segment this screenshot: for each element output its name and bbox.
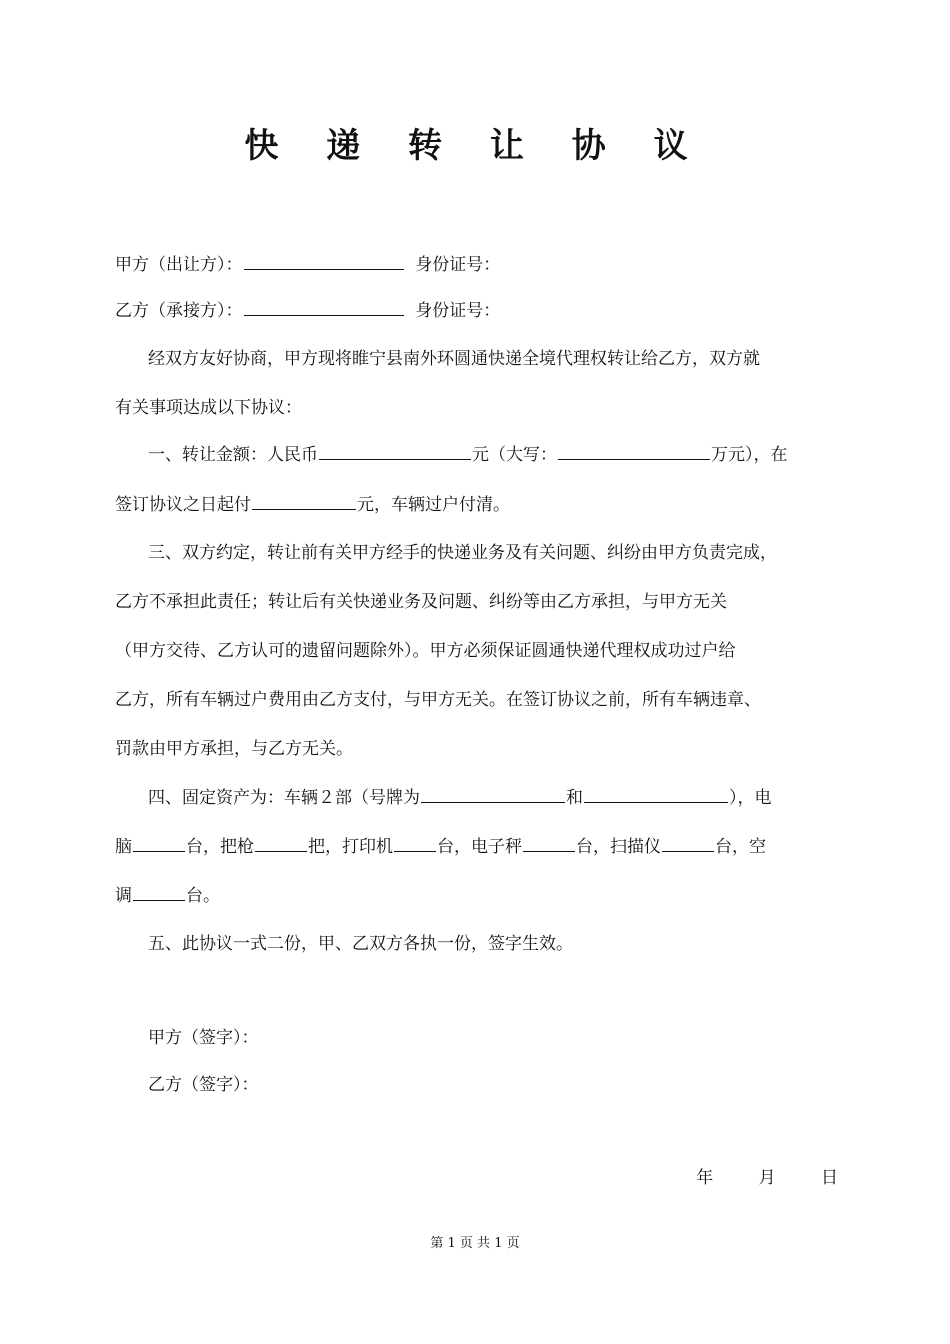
intro-line-2: 有关事项达成以下协议： xyxy=(115,398,302,418)
party-b-signature: 乙方（签字）： xyxy=(148,1075,259,1095)
signing-date xyxy=(696,1166,838,1190)
ac-count-blank[interactable] xyxy=(133,884,185,901)
ac-unit-label: 台。 xyxy=(186,886,220,906)
ac-label: 台，空 xyxy=(715,837,766,857)
printer-label: 把，打印机 xyxy=(308,837,393,857)
party-a-id-label: 身份证号： xyxy=(415,255,501,275)
clause1-amount-label: 一、转让金额：人民币 xyxy=(148,445,318,465)
plate-2-blank[interactable] xyxy=(584,786,728,803)
party-b-label: 乙方（承接方）： xyxy=(115,301,243,321)
clause4-vehicles-label: 四、固定资产为：车辆２部（号牌为 xyxy=(148,788,420,808)
clause3-line-5: 罚款由甲方承担，与乙方无关。 xyxy=(115,739,353,759)
document-title: 快 递 转 让 协 议 xyxy=(244,126,706,166)
clause1-payment-suffix: 元，车辆过户付清。 xyxy=(357,495,510,515)
party-a-name-blank[interactable] xyxy=(244,253,404,270)
plate-1-blank[interactable] xyxy=(421,786,565,803)
clause1-line-1 xyxy=(148,443,873,467)
clause4-line-2 xyxy=(115,835,840,859)
clause5-line: 五、此协议一式二份，甲、乙双方各执一份，签字生效。 xyxy=(148,934,573,954)
clause3-line-2: 乙方不承担此责任；转让后有关快递业务及问题、纠纷等由乙方承担，与甲方无关 xyxy=(115,592,727,612)
scale-label: 台，电子秤 xyxy=(437,837,522,857)
clause4-suffix: ），电 xyxy=(729,788,772,808)
clause1-unit-label: 万元），在 xyxy=(711,445,788,465)
party-a-line xyxy=(115,253,840,277)
scanner-count-blank[interactable] xyxy=(662,835,714,852)
party-b-id-label: 身份证号： xyxy=(415,301,501,321)
party-b-name-blank[interactable] xyxy=(244,299,404,316)
party-a-label: 甲方（出让方）： xyxy=(115,255,243,275)
intro-line-1: 经双方友好协商，甲方现将睢宁县南外环圆通快递全境代理权转让给乙方，双方就 xyxy=(148,349,760,369)
party-a-signature: 甲方（签字）： xyxy=(148,1028,259,1048)
date-month: 月 xyxy=(758,1168,776,1188)
clause1-payment-label: 签订协议之日起付 xyxy=(115,495,251,515)
ac-label-cont: 调 xyxy=(115,886,132,906)
computer-label: 脑 xyxy=(115,837,132,857)
party-b-line xyxy=(115,299,840,323)
amount-blank[interactable] xyxy=(319,443,471,460)
payment-blank[interactable] xyxy=(252,493,356,510)
clause1-uppercase-label: 元（大写： xyxy=(472,445,557,465)
scale-count-blank[interactable] xyxy=(523,835,575,852)
clause4-line-1 xyxy=(148,786,873,810)
printer-count-blank[interactable] xyxy=(394,835,436,852)
scanner-gun-count-blank[interactable] xyxy=(255,835,307,852)
scanner-gun-label: 台，把枪 xyxy=(186,837,254,857)
date-year: 年 xyxy=(696,1168,714,1188)
clause4-line-3 xyxy=(115,884,840,908)
clause3-line-3: （甲方交待、乙方认可的遗留问题除外）。甲方必须保证圆通快递代理权成功过户给 xyxy=(115,641,736,661)
scanner-label: 台，扫描仪 xyxy=(576,837,661,857)
clause3-line-4: 乙方，所有车辆过户费用由乙方支付，与甲方无关。在签订协议之前，所有车辆违章、 xyxy=(115,690,761,710)
clause1-line-2 xyxy=(115,493,840,517)
date-day: 日 xyxy=(821,1168,838,1188)
page-footer: 第 1 页 共 1 页 xyxy=(430,1236,520,1251)
amount-uppercase-blank[interactable] xyxy=(558,443,710,460)
clause4-and-label: 和 xyxy=(566,788,583,808)
clause3-line-1: 三、双方约定，转让前有关甲方经手的快递业务及有关问题、纠纷由甲方负责完成， xyxy=(148,543,777,563)
computer-count-blank[interactable] xyxy=(133,835,185,852)
